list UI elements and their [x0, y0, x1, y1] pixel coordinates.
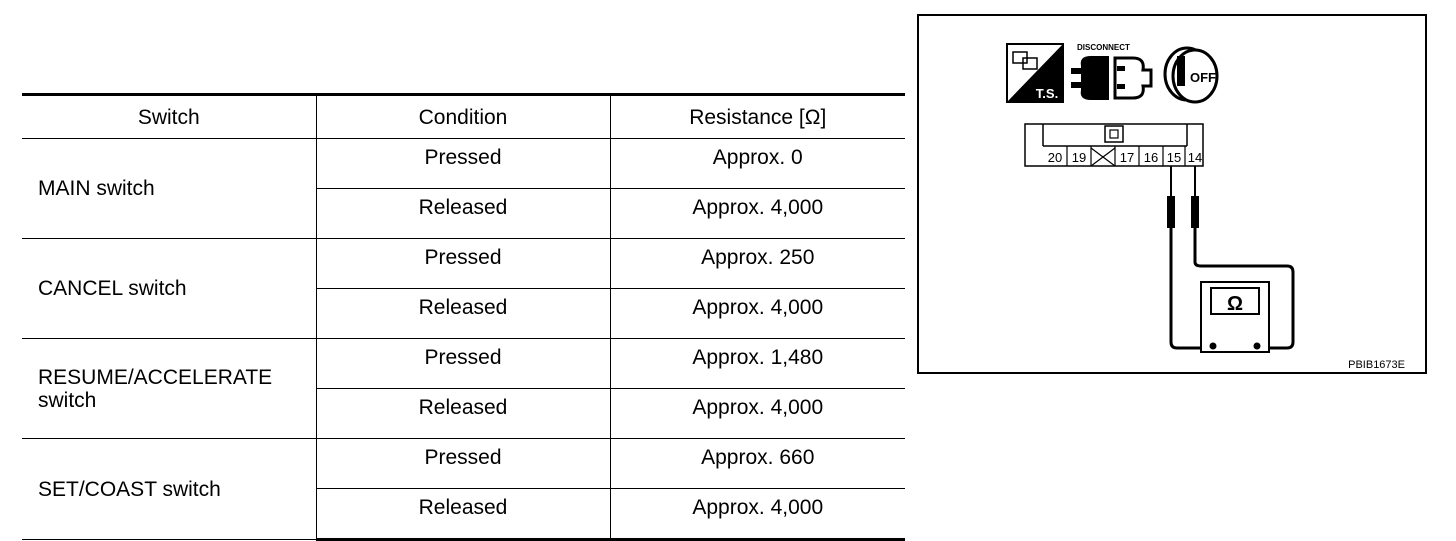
- resistance-cell: Approx. 4,000: [610, 489, 905, 540]
- resistance-cell: Approx. 660: [610, 439, 905, 489]
- condition-cell: Released: [316, 489, 610, 540]
- resistance-cell: Approx. 4,000: [610, 189, 905, 239]
- condition-cell: Pressed: [316, 139, 610, 189]
- figure-drawing: [919, 16, 1425, 372]
- disconnect-icon: [1071, 43, 1151, 100]
- table-row: [22, 239, 905, 289]
- table-row: [22, 339, 905, 389]
- terminal-label: 16: [1143, 150, 1159, 165]
- condition-cell: Pressed: [316, 439, 610, 489]
- ignition-off-label: OFF: [1190, 70, 1216, 85]
- figure-code: PBIB1673E: [1348, 359, 1405, 371]
- resistance-cell: Approx. 4,000: [610, 289, 905, 339]
- terminal-label: 15: [1166, 150, 1182, 165]
- condition-cell: Released: [316, 389, 610, 439]
- terminal-label: 17: [1119, 150, 1135, 165]
- terminal-label: 14: [1187, 150, 1203, 165]
- resistance-cell: Approx. 4,000: [610, 389, 905, 439]
- condition-cell: Pressed: [316, 239, 610, 289]
- table-row: [22, 439, 905, 489]
- header-condition: Condition: [316, 95, 610, 139]
- table-header-row: [22, 95, 905, 139]
- connector: [1025, 124, 1203, 166]
- terminal-label: 19: [1071, 150, 1087, 165]
- ignition-key-icon: [1165, 48, 1217, 102]
- switch-name: SET/COAST switch: [22, 439, 316, 540]
- condition-cell: Released: [316, 289, 610, 339]
- ts-icon: [1007, 44, 1063, 102]
- resistance-cell: Approx. 250: [610, 239, 905, 289]
- resistance-cell: Approx. 1,480: [610, 339, 905, 389]
- switch-name: MAIN switch: [22, 139, 316, 239]
- table-row: [22, 139, 905, 189]
- ohmmeter-icon: [1201, 282, 1269, 352]
- header-resistance: Resistance [Ω]: [610, 95, 905, 139]
- switch-resistance-table: [22, 93, 905, 541]
- condition-cell: Released: [316, 189, 610, 239]
- switch-name: CANCEL switch: [22, 239, 316, 339]
- disconnect-label: DISCONNECT: [1077, 43, 1130, 52]
- switch-name: RESUME/ACCELERATE switch: [22, 339, 316, 439]
- wiring-figure: [917, 14, 1427, 374]
- ts-label: T.S.: [1035, 86, 1059, 101]
- terminal-label: 20: [1047, 150, 1063, 165]
- condition-cell: Pressed: [316, 339, 610, 389]
- header-switch: Switch: [22, 95, 316, 139]
- ohm-symbol: Ω: [1226, 293, 1244, 315]
- resistance-cell: Approx. 0: [610, 139, 905, 189]
